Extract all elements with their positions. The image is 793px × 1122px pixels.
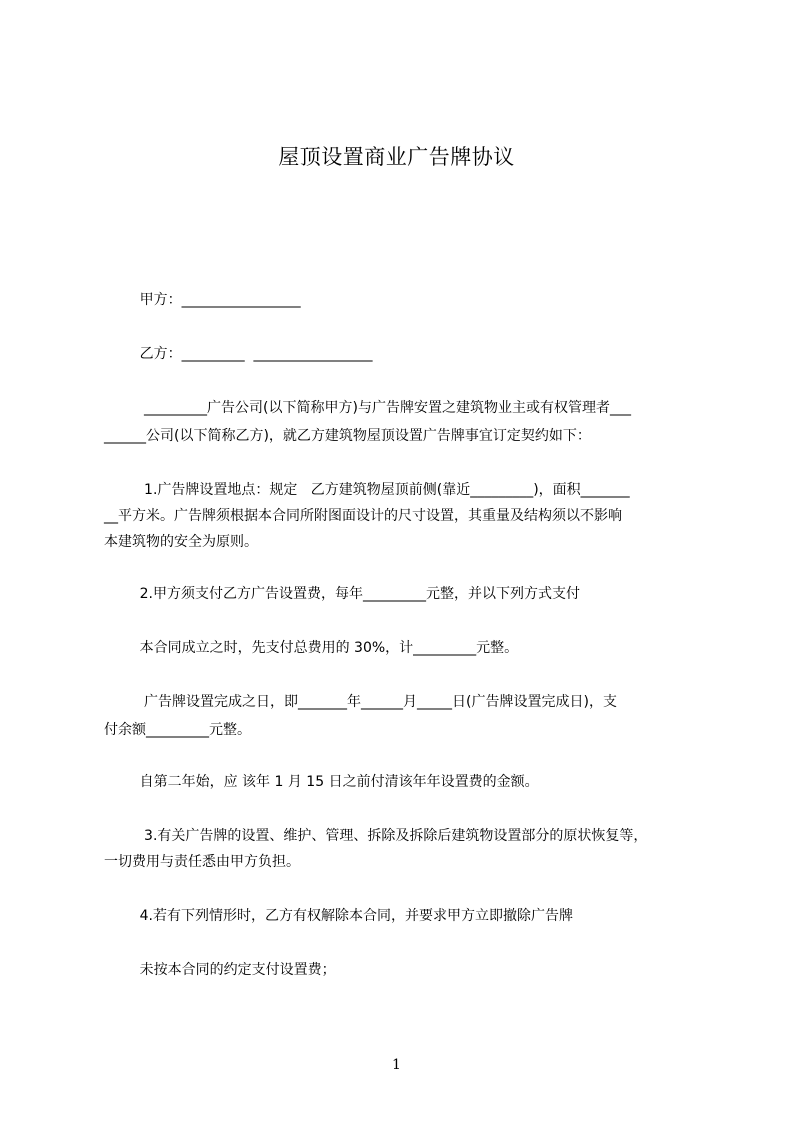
annual-payment-line: 自第二年始，应 该年 1 月 15 日之前付清该年年设置费的金额。 [104,774,539,790]
completion-payment-line-2: 付余额_________元整。 [104,722,251,738]
clause-1-line-2: __平方米。广告牌须根据本合同所附图面设计的尺寸设置，其重量及结构须以不影响 [104,508,622,524]
clause-3-line-1: 3.有关广告牌的设置、维护、管理、拆除及拆除后建筑物设置部分的原状恢复等， [104,828,648,844]
party-a-line: 甲方：_________________ [104,292,301,308]
clause-2-line: 2.甲方须支付乙方广告设置费，每年_________元整，并以下列方式支付 [104,586,580,602]
party-b-line: 乙方：_________ _________________ [104,346,373,362]
intro-paragraph-line-2: ______公司(以下简称乙方)，就乙方建筑物屋顶设置广告牌事宜订定契约如下： [104,428,591,444]
termination-condition-line: 未按本合同的约定支付设置费； [104,962,336,978]
first-payment-line: 本合同成立之时，先支付总费用的 30%，计_________元整。 [104,640,519,656]
document-title: 屋顶设置商业广告牌协议 [278,145,515,169]
clause-4-line: 4.若有下列情形时，乙方有权解除本合同，并要求甲方立即撤除广告牌 [104,908,573,924]
clause-1-line-1: 1.广告牌设置地点：规定 乙方建筑物屋顶前侧(靠近_________)，面积_______ [104,482,630,498]
intro-paragraph-line-1: _________广告公司(以下简称甲方)与广告牌安置之建筑物业主或有权管理者___ [104,400,631,416]
page-number: 1 [392,1057,401,1073]
clause-3-line-2: 一切费用与责任悉由甲方负担。 [104,854,300,870]
completion-payment-line-1: 广告牌设置完成之日，即_______年______月_____日(广告牌设置完成日)，支 [104,694,617,710]
clause-1-line-3: 本建筑物的安全为原则。 [104,534,258,550]
